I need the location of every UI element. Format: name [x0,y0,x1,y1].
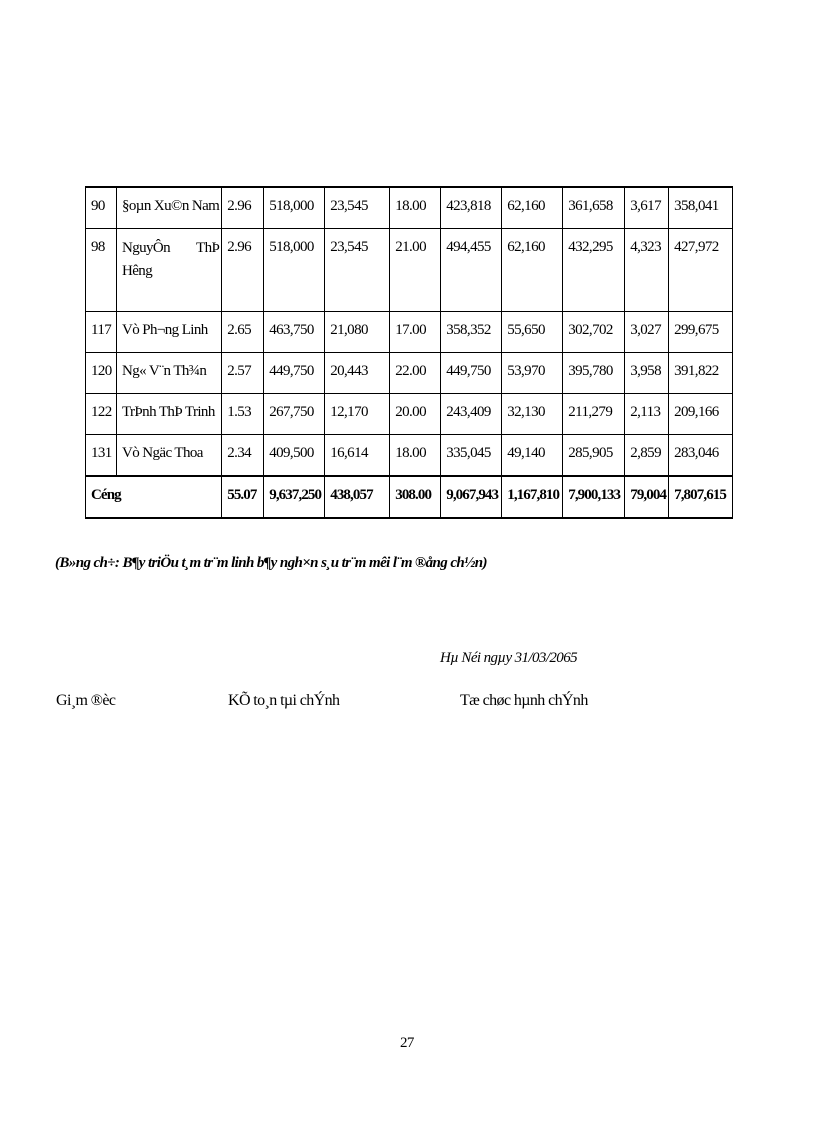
cell-gross: 335,045 [441,435,502,477]
cell-net: 391,822 [669,353,733,394]
cell-base-salary: 449,750 [264,353,325,394]
cell-deduction: 62,160 [502,187,563,229]
cell-deduction: 53,970 [502,353,563,394]
table-row [86,435,733,477]
table-row [86,353,733,394]
signature-chief-accountant: KÕ to¸n tµi chÝnh [228,692,340,709]
table-row [86,312,733,353]
total-daily-rate: 438,057 [325,476,390,518]
total-fee: 79,004 [625,476,669,518]
cell-daily-rate: 23,545 [325,229,390,312]
total-label: Céng [86,476,222,518]
total-coefficient: 55.07 [222,476,264,518]
cell-fee: 2,113 [625,394,669,435]
cell-gross: 449,750 [441,353,502,394]
cell-name: §oµn Xu©n Nam [117,187,222,229]
amount-in-words-note: (B»ng ch÷: B¶y triÖu t¸m tr¨m linh b¶y ngh×n s¸u tr¨m mêi l¨m ®ång ch½n) [55,555,487,571]
cell-fee: 3,027 [625,312,669,353]
cell-net: 283,046 [669,435,733,477]
cell-name: NguyÔn ThÞ Hêng [117,229,222,312]
cell-workdays: 18.00 [390,187,441,229]
cell-id: 120 [86,353,117,394]
cell-subtotal: 285,905 [563,435,625,477]
cell-base-salary: 267,750 [264,394,325,435]
total-net: 7,807,615 [669,476,733,518]
cell-name: Ng« V¨n Th¾n [117,353,222,394]
table-row [86,394,733,435]
cell-name: Vò Ph¬ng Linh [117,312,222,353]
total-workdays: 308.00 [390,476,441,518]
total-subtotal: 7,900,133 [563,476,625,518]
cell-name: TrÞnh ThÞ Trinh [117,394,222,435]
cell-daily-rate: 21,080 [325,312,390,353]
cell-id: 117 [86,312,117,353]
cell-deduction: 49,140 [502,435,563,477]
cell-workdays: 22.00 [390,353,441,394]
cell-daily-rate: 12,170 [325,394,390,435]
total-row [86,476,733,518]
cell-net: 358,041 [669,187,733,229]
total-deduction: 1,167,810 [502,476,563,518]
cell-fee: 2,859 [625,435,669,477]
cell-base-salary: 463,750 [264,312,325,353]
cell-gross: 358,352 [441,312,502,353]
cell-daily-rate: 16,614 [325,435,390,477]
total-gross: 9,067,943 [441,476,502,518]
cell-fee: 3,958 [625,353,669,394]
cell-coefficient: 2.65 [222,312,264,353]
cell-deduction: 62,160 [502,229,563,312]
cell-coefficient: 2.57 [222,353,264,394]
cell-workdays: 20.00 [390,394,441,435]
cell-daily-rate: 23,545 [325,187,390,229]
cell-gross: 243,409 [441,394,502,435]
cell-gross: 494,455 [441,229,502,312]
cell-id: 98 [86,229,117,312]
cell-net: 427,972 [669,229,733,312]
cell-coefficient: 1.53 [222,394,264,435]
cell-deduction: 55,650 [502,312,563,353]
cell-coefficient: 2.96 [222,187,264,229]
cell-subtotal: 432,295 [563,229,625,312]
cell-base-salary: 409,500 [264,435,325,477]
cell-subtotal: 395,780 [563,353,625,394]
cell-subtotal: 211,279 [563,394,625,435]
cell-net: 299,675 [669,312,733,353]
cell-workdays: 17.00 [390,312,441,353]
cell-subtotal: 361,658 [563,187,625,229]
signature-hr-admin: Tæ chøc hµnh chÝnh [460,692,588,709]
cell-fee: 3,617 [625,187,669,229]
cell-subtotal: 302,702 [563,312,625,353]
cell-workdays: 18.00 [390,435,441,477]
table-row [86,187,733,229]
place-date: Hµ Néi ngµy 31/03/2065 [440,650,577,666]
cell-deduction: 32,130 [502,394,563,435]
page-number: 27 [400,1035,414,1051]
table-row [86,229,733,312]
cell-id: 90 [86,187,117,229]
cell-id: 131 [86,435,117,477]
cell-base-salary: 518,000 [264,187,325,229]
total-base-salary: 9,637,250 [264,476,325,518]
cell-workdays: 21.00 [390,229,441,312]
cell-coefficient: 2.34 [222,435,264,477]
cell-coefficient: 2.96 [222,229,264,312]
cell-id: 122 [86,394,117,435]
cell-name: Vò Ngäc Thoa [117,435,222,477]
cell-daily-rate: 20,443 [325,353,390,394]
cell-base-salary: 518,000 [264,229,325,312]
cell-fee: 4,323 [625,229,669,312]
cell-net: 209,166 [669,394,733,435]
signature-director: Gi¸m ®èc [56,692,116,709]
cell-gross: 423,818 [441,187,502,229]
salary-table [85,186,733,519]
